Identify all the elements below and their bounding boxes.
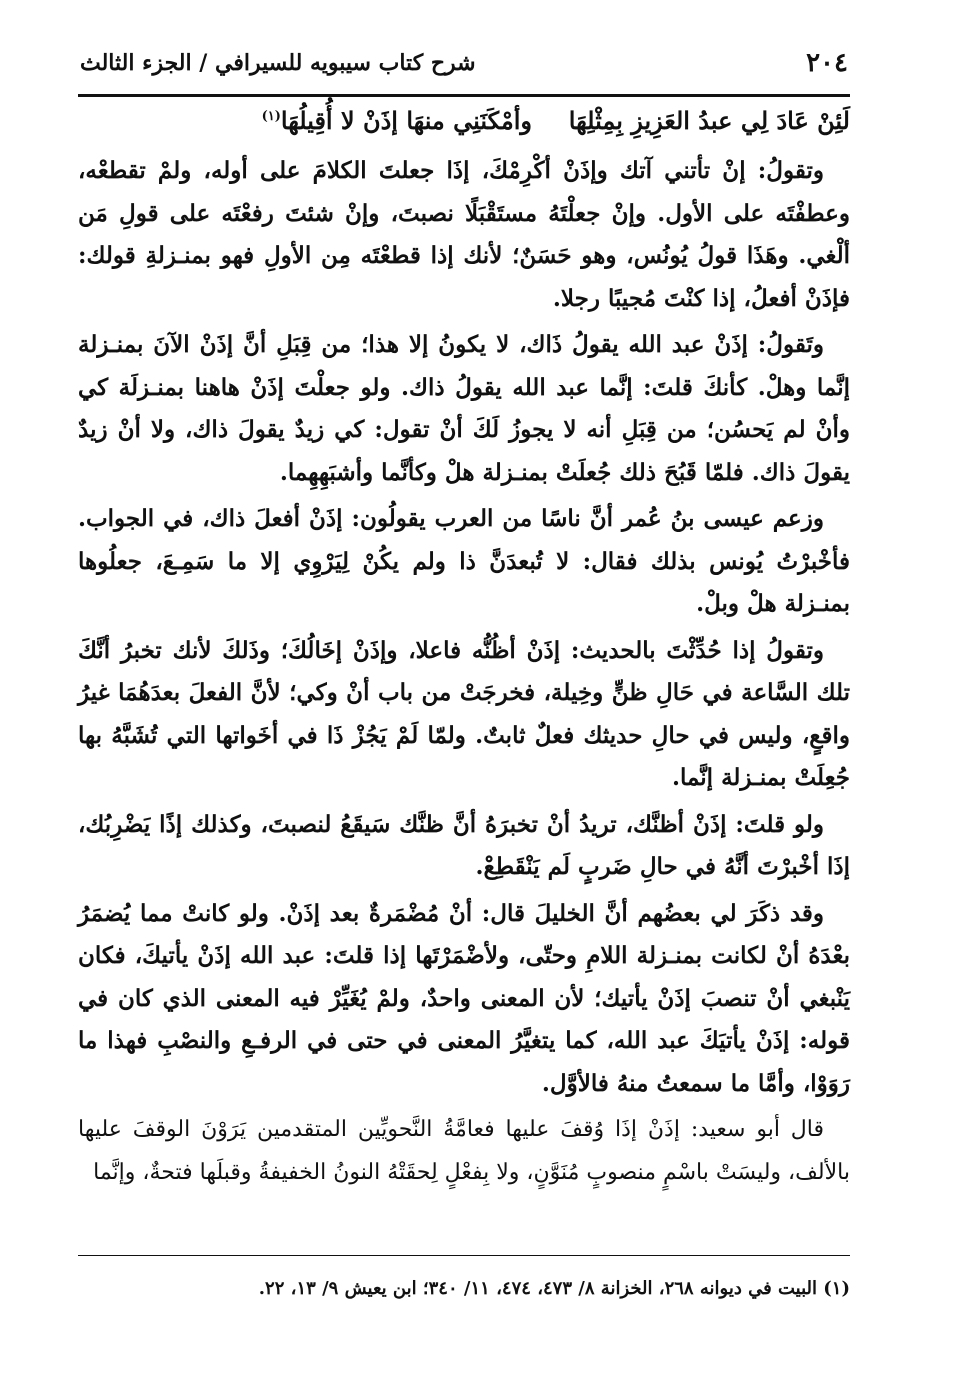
paragraph: ولو قلتَ: إذَنْ أظنَّك، تريدُ أنْ تخبرَهُ أنَّ ظنَّك سَيقَعُ لنصبتَ، وكذلك إذًا يَضْرِبُك، إذَا أخْبرْتَ أنَّهُ في حالِ ضَربٍ لَم يَنْقَطِعْ. [78,810,850,880]
page-number: ٢٠٤ [806,48,848,78]
main-text [78,150,850,1198]
paragraph: وتَقولُ: إذَنْ عبد الله يقولُ ذَاك، لا يكونُ إلا هذا؛ من قِبَلِ أنَّ إذَنْ الآنَ بمنـزلة إنَّما وهلْ. كأنكَ قلتَ: إنَّما عبد الله يقولُ ذاك. ولو جعلْتَ إذَنْ هاهنا بمنـزلَة كي وأنْ لم يَحسُن؛ من قِبَلِ أنه لا يجوزُ لَكَ أنْ تقول: كي زيدٌ يقولَ ذاك، ولا أنْ زيدٌ يقولَ ذاك. فلمّا قَبُحَ ذلك جُعلَتْ بمنـزلة هلْ وكأنَّما وأشبَهِهِما. [78,331,850,486]
poetry-verse [78,106,850,148]
commentary-paragraph: قال أبو سعيد: إذَنْ إذَا وُقفَ عليها فعامَّةُ النَّحويِّين المتقدمين يَرَوْنَ الوقفَ عليها بالألف، وليسَتْ باسْمٍ منصوبٍ مُنَوَّنٍ، ولا بِفعْلٍ لِحقَتْهُ النونُ الخفيفةُ وقبلَها فتحةٌ، وإنَّما [78,1117,850,1185]
footnote: (١) البيت في ديوانه ٢٦٨، الخزانة ٨/ ٤٧٣، ٤٧٤، ١١/ ٣٤٠؛ ابن يعيش ٩/ ١٣، ٢٢. [258,1278,850,1299]
page-header [78,44,850,97]
paragraph: وتقولُ: إنْ تأتني آتك وإذَنْ أكْرِمْكَ، إذَا جعلتَ الكلامَ على أوله، ولمْ تقطعْه، وعطفْتَه على الأول. وإنْ جعلْتَهُ مستَقْبَلًا نصبتَ، وإنْ شئتَ رفعْتَه على قولِ مَن ألْغي. وهَذَا قولُ يُونُس، وهو حَسَنٌ؛ لأنك إذا قطعْتَه مِن الأولِ فهو بمنـزلةِ قولك: فإذَنْ أفعلُ، إذا كنْتَ مُجيبًا رجلا. [78,157,850,312]
verse-second-text: وأمْكَنَنِي منهَا إذَنْ لا أُقِيلُهَا [280,106,532,135]
paragraph: وتقولُ إذا حُدِّثْتَ بالحديث: إذَنْ أظُنُّه فاعلا، وإذَنْ إخَالُكَ؛ وذَلكَ لأنك تخبرُ أنَّكَ تلك السَّاعة في حَالِ ظنٍّ وخِيلة، فخرجَتْ من باب أنْ وكي؛ لأنَّ الفعلَ بعدَهُمَا غيرُ واقعٍ، وليس في حالِ حديثك فعلٌ ثابتٌ. ولمّا لَمْ يَجُزْ ذَا في أخَواتها التي تُشَبَّهُ بها جُعِلَتْ بمنـزلة إنَّما. [78,636,850,791]
footnote-divider [78,1255,850,1256]
paragraph: وقد ذكَرَ لي بعضُهم أنَّ الخليلَ قال: أنْ مُضْمَرةٌ بعد إذَنْ. ولو كانتْ مما يُضمَرُ بعْدَهُ أنْ لكانت بمنـزلة اللامِ وحتّى، ولأضْمَرْتَها إذا قلتَ: عبد الله إذَنْ يأتيكَ، فكان يَنْبغي أنْ تنصبَ إذَنْ يأتيك؛ لأن المعنى واحدٌ، ولمْ يُغَيِّرْ فيه المعنى الذي كان في قوله: إذَنْ يأتيَكَ عبد الله، كما يتغيَّرُ المعنى في حتى في الرفـعِ والنصْبِ فهذا ما رَوَوْا، وأمَّا ما سمعتُ منهُ فالأوَّل. [78,899,850,1097]
paragraph: وزعم عيسى بنُ عُمر أنَّ ناسًا من العرب يقولُون: إذَنْ أفعلَ ذاك، في الجواب. فأخْبرْتُ يُونس بذلك فقال: لا تُبعدَنَّ ذا ولم يكُنْ لِيَرْوِي إلا ما سَمِـعَ، جعلُوها بمنـزلة هلْ وبلْ. [78,505,850,617]
verse-second-hemistich [262,106,532,135]
verse-first-hemistich: لَئِنْ عَادَ لِي عبدُ العَزِيزِ بِمِثْلِهَا [568,106,850,135]
footnote-marker: (١) [261,109,281,124]
running-title: شرح كتاب سيبويه للسيرافي / الجزء الثالث [80,50,476,76]
